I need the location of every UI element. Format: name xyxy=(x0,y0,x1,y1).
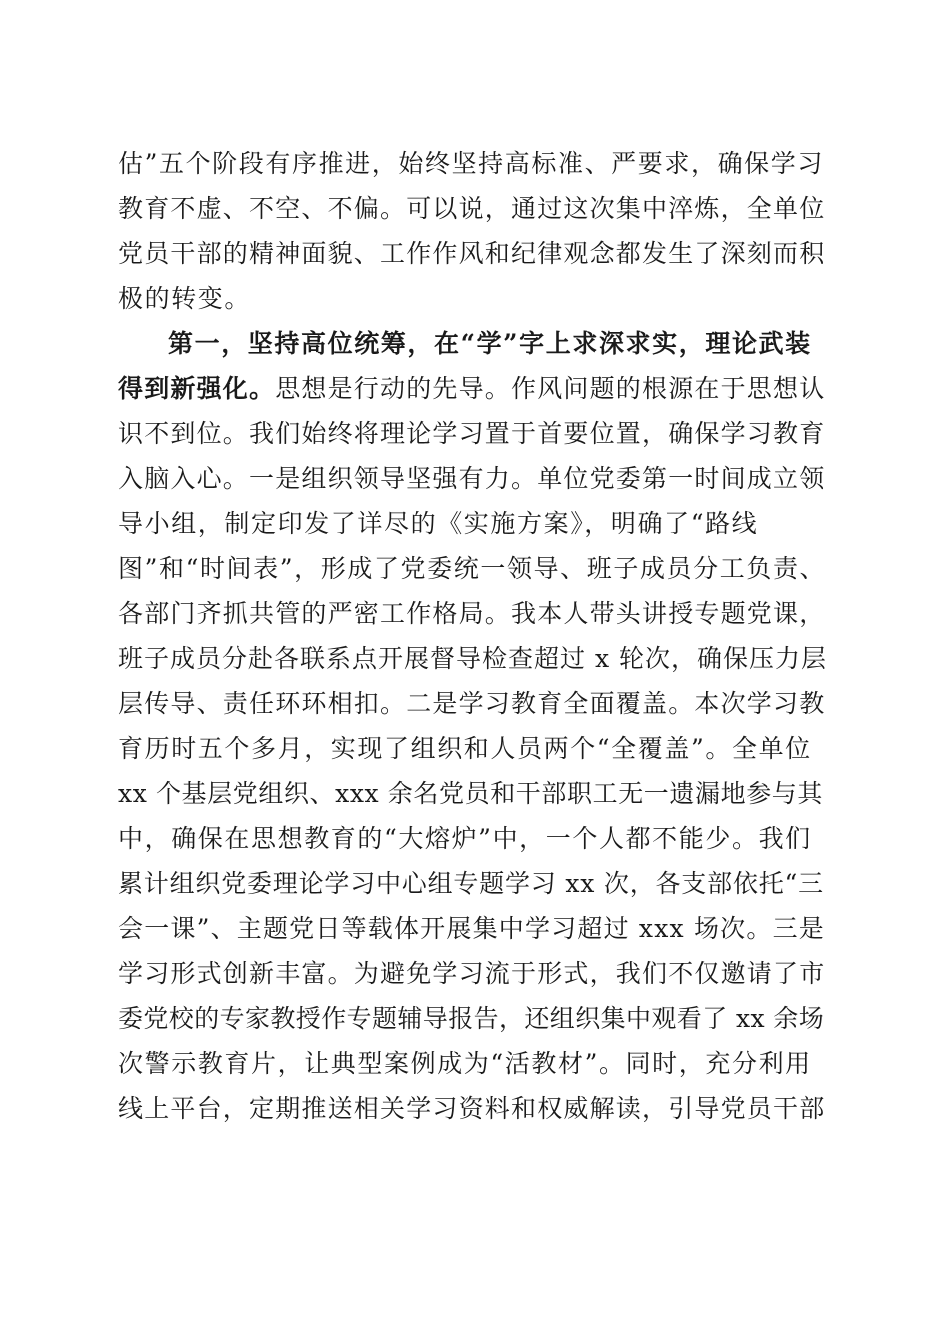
paragraph-line: 估”五个阶段有序推进，始终坚持高标准、严要求，确保学习 xyxy=(118,149,824,178)
paragraph-line: 会一课”、主题党日等载体开展集中学习超过 xxx 场次。三是 xyxy=(118,914,825,943)
paragraph-line: 育历时五个多月，实现了组织和人员两个“全覆盖”。全单位 xyxy=(118,734,812,763)
paragraph-line: 极的转变。 xyxy=(118,284,252,313)
paragraph-line: 中，确保在思想教育的“大熔炉”中，一个人都不能少。我们 xyxy=(118,824,812,853)
paragraph-line: 班子成员分赴各联系点开展督导检查超过 x 轮次，确保压力层 xyxy=(118,644,827,673)
paragraph-line: 党员干部的精神面貌、工作作风和纪律观念都发生了深刻而积 xyxy=(118,239,826,268)
paragraph-line: 识不到位。我们始终将理论学习置于首要位置，确保学习教育 xyxy=(118,419,826,448)
paragraph-line: 各部门齐抓共管的严密工作格局。我本人带头讲授专题党课， xyxy=(118,599,826,628)
paragraph-line: 累计组织党委理论学习中心组专题学习 xx 次，各支部依托“三 xyxy=(118,869,824,898)
paragraph-line-mixed xyxy=(118,371,828,407)
paragraph-line: 学习形式创新丰富。为避免学习流于形式，我们不仅邀请了市 xyxy=(118,959,826,988)
paragraph-line: 委党校的专家教授作专题辅导报告，还组织集中观看了 xx 余场 xyxy=(118,1004,825,1033)
paragraph-text: 思想是行动的先导。作风问题的根源在于思想认 xyxy=(275,374,826,403)
section-heading-line: 第一，坚持高位统筹，在“学”字上求深求实，理论武装 xyxy=(168,329,812,358)
paragraph-line: 层传导、责任环环相扣。二是学习教育全面覆盖。本次学习教 xyxy=(118,689,826,718)
paragraph-line: 图”和“时间表”，形成了党委统一领导、班子成员分工负责、 xyxy=(118,554,827,583)
paragraph-line: 线上平台，定期推送相关学习资料和权威解读，引导党员干部 xyxy=(118,1094,826,1123)
paragraph-line: xx 个基层党组织、xxx 余名党员和干部职工无一遗漏地参与其 xyxy=(118,779,823,808)
section-heading-tail: 得到新强化。 xyxy=(118,374,276,403)
paragraph-line: 入脑入心。一是组织领导坚强有力。单位党委第一时间成立领 xyxy=(118,464,826,493)
paragraph-line: 教育不虚、不空、不偏。可以说，通过这次集中淬炼，全单位 xyxy=(118,194,826,223)
paragraph-line: 次警示教育片，让典型案例成为“活教材”。同时，充分利用 xyxy=(118,1049,812,1078)
paragraph-line: 导小组，制定印发了详尽的《实施方案》，明确了“路线 xyxy=(118,509,759,538)
